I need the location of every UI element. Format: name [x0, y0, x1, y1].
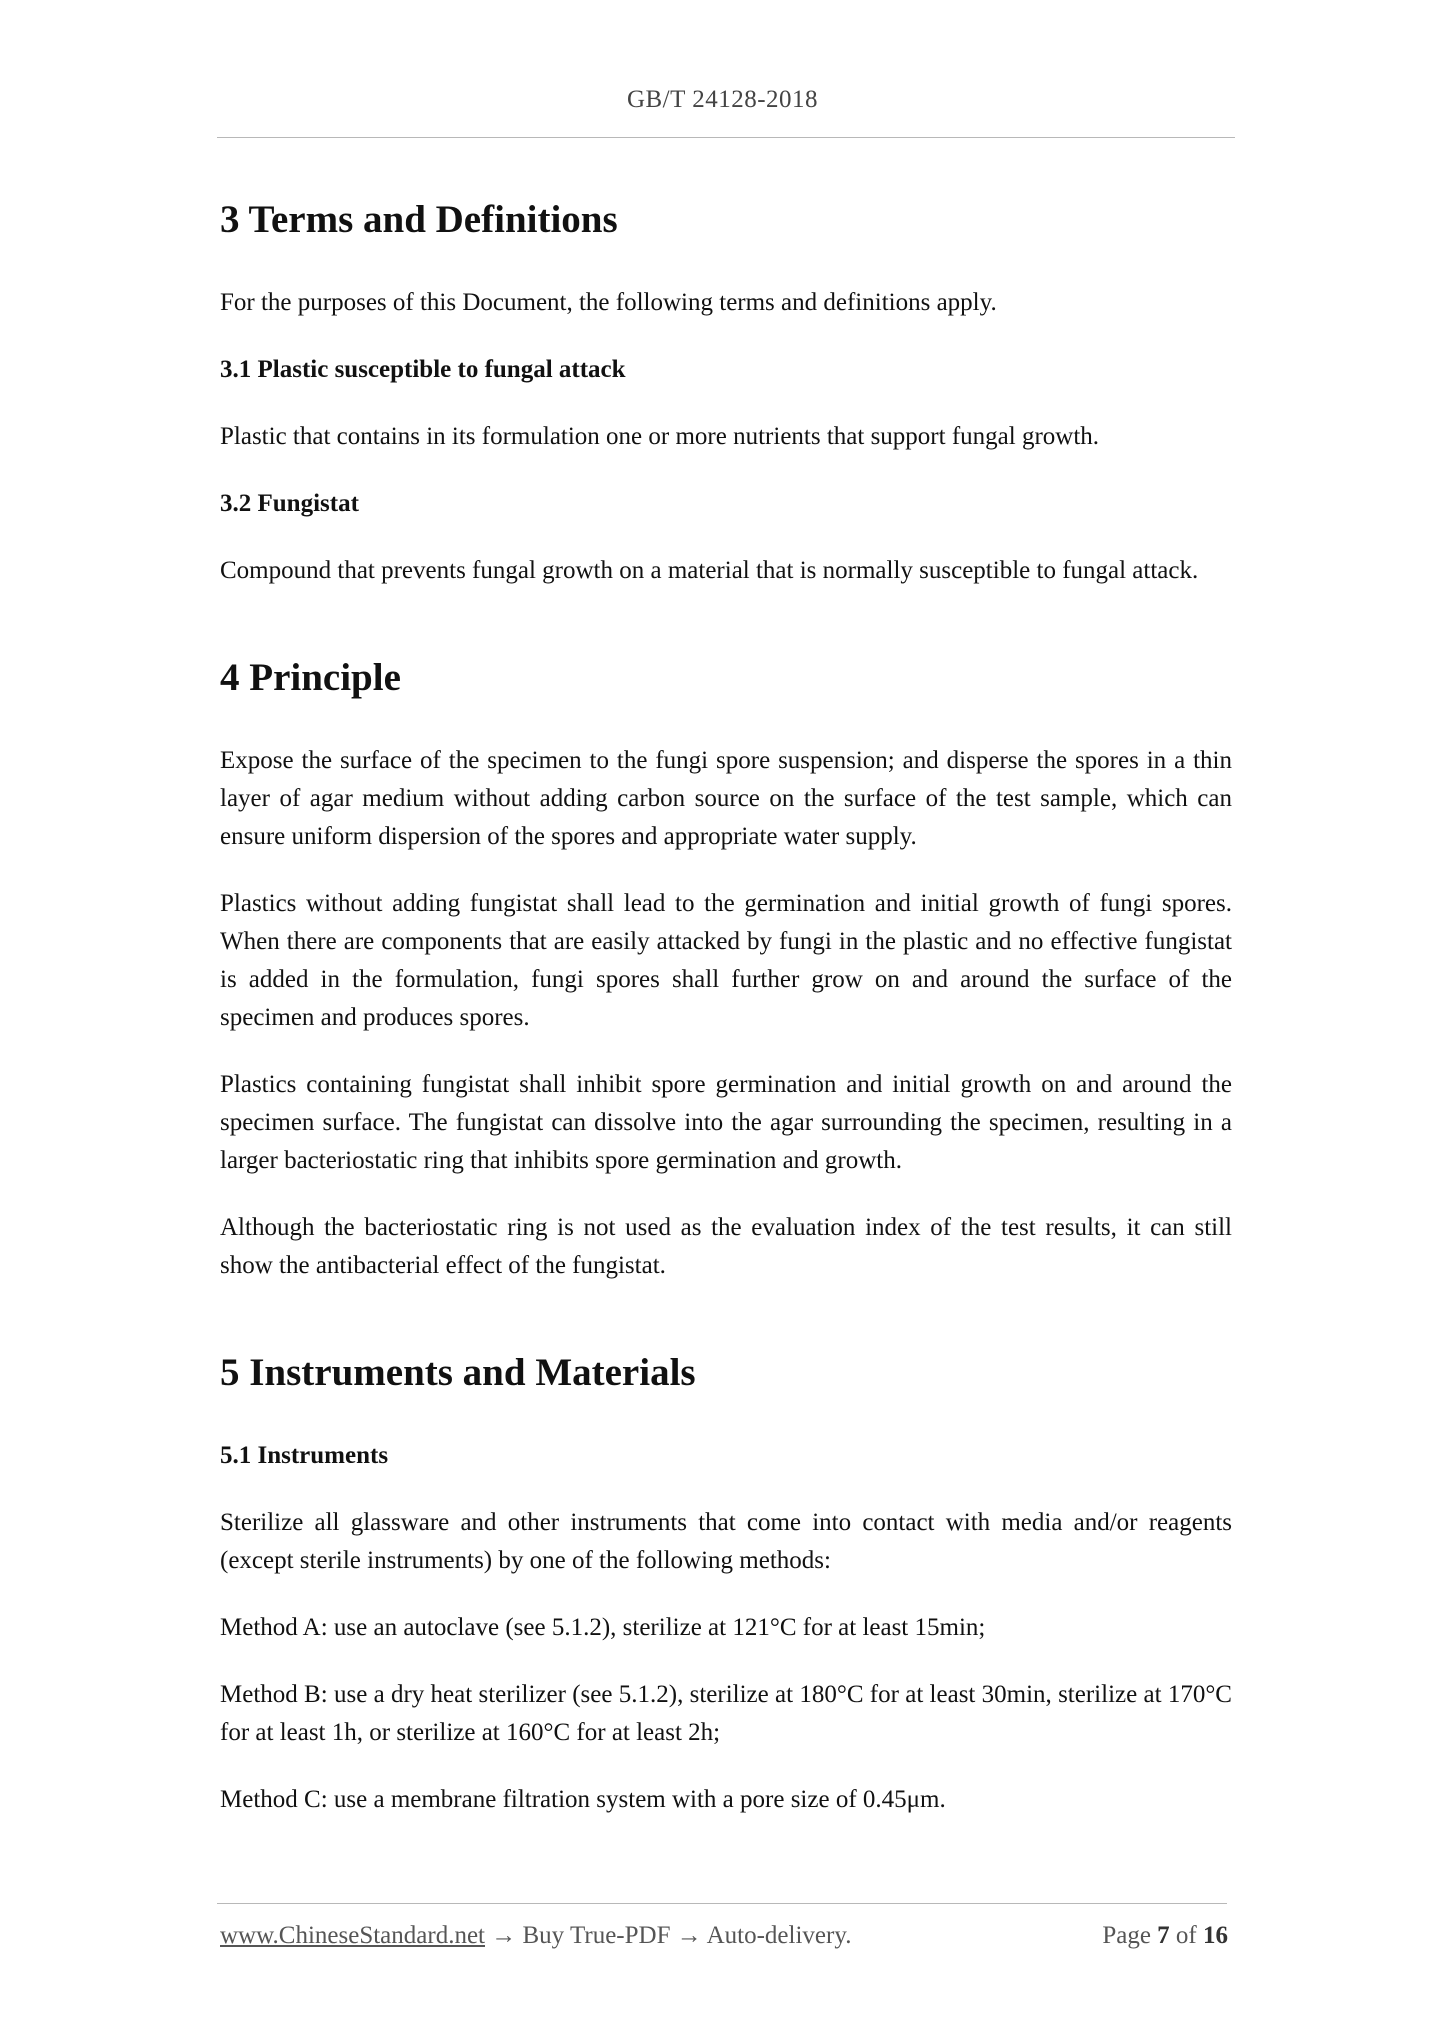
document-id-header: GB/T 24128-2018	[626, 86, 819, 113]
page-label: Page	[1102, 1922, 1151, 1949]
principle-paragraph-3: Plastics containing fungistat shall inhibit spore germination and initial growth on and around the specimen surface. The fungistat can dissolve into the agar surrounding the specimen, resulting in a larger bacteriostatic ring that inhibits spore germination and growth.	[220, 1071, 1232, 1174]
term-3-2-definition: Compound that prevents fungal growth on a material that is normally susceptible to fungal attack.	[220, 557, 1199, 584]
section-4-heading: 4 Principle	[220, 656, 401, 699]
term-3-1-heading: 3.1 Plastic susceptible to fungal attack	[220, 356, 626, 383]
footer-divider	[217, 1903, 1227, 1904]
section-3-intro: For the purposes of this Document, the following terms and definitions apply.	[220, 289, 997, 316]
method-a-item: Method A: use an autoclave (see 5.1.2), sterilize at 121°C for at least 15min;	[220, 1614, 986, 1641]
method-c-item: Method C: use a membrane filtration system with a pore size of 0.45μm.	[220, 1786, 946, 1813]
instruments-intro: Sterilize all glassware and other instruments that come into contact with media and/or reagents (except sterile instruments) by one of the following methods:	[220, 1509, 1232, 1574]
principle-paragraph-2: Plastics without adding fungistat shall lead to the germination and initial growth of fungi spores. When there are components that are easily attacked by fungi in the plastic and no effective fungistat is added in the formulation, fungi spores shall further grow on and around the surface of the specimen and produces spores.	[220, 890, 1232, 1031]
page-content	[220, 190, 1232, 1819]
footer-tagline: → Buy True-PDF → Auto-delivery.	[485, 1922, 852, 1949]
term-3-2-heading: 3.2 Fungistat	[220, 490, 359, 517]
principle-paragraph-4: Although the bacteriostatic ring is not used as the evaluation index of the test results, it can still show the antibacterial effect of the fungistat.	[220, 1214, 1232, 1279]
section-3-heading: 3 Terms and Definitions	[220, 198, 618, 241]
total-pages-number: 16	[1203, 1922, 1228, 1949]
method-b-item: Method B: use a dry heat sterilizer (see 5.1.2), sterilize at 180°C for at least 30min, sterilize at 170°C for at least 1h, or sterilize at 160°C for at least 2h;	[220, 1681, 1232, 1746]
page-of-label: of	[1175, 1922, 1197, 1949]
header-divider	[217, 137, 1235, 138]
website-link[interactable]: www.ChineseStandard.net	[220, 1922, 485, 1949]
subsection-5-1-heading: 5.1 Instruments	[220, 1442, 389, 1469]
footer-promo	[220, 1922, 851, 1950]
current-page-number: 7	[1157, 1922, 1170, 1949]
page-indicator	[1102, 1922, 1228, 1950]
term-3-1-definition: Plastic that contains in its formulation one or more nutrients that support fungal growth.	[220, 423, 1100, 450]
section-5-heading: 5 Instruments and Materials	[220, 1351, 696, 1394]
principle-paragraph-1: Expose the surface of the specimen to the fungi spore suspension; and disperse the spores in a thin layer of agar medium without adding carbon source on the surface of the test sample, which can ensure uniform dispersion of the spores and appropriate water supply.	[220, 747, 1232, 850]
